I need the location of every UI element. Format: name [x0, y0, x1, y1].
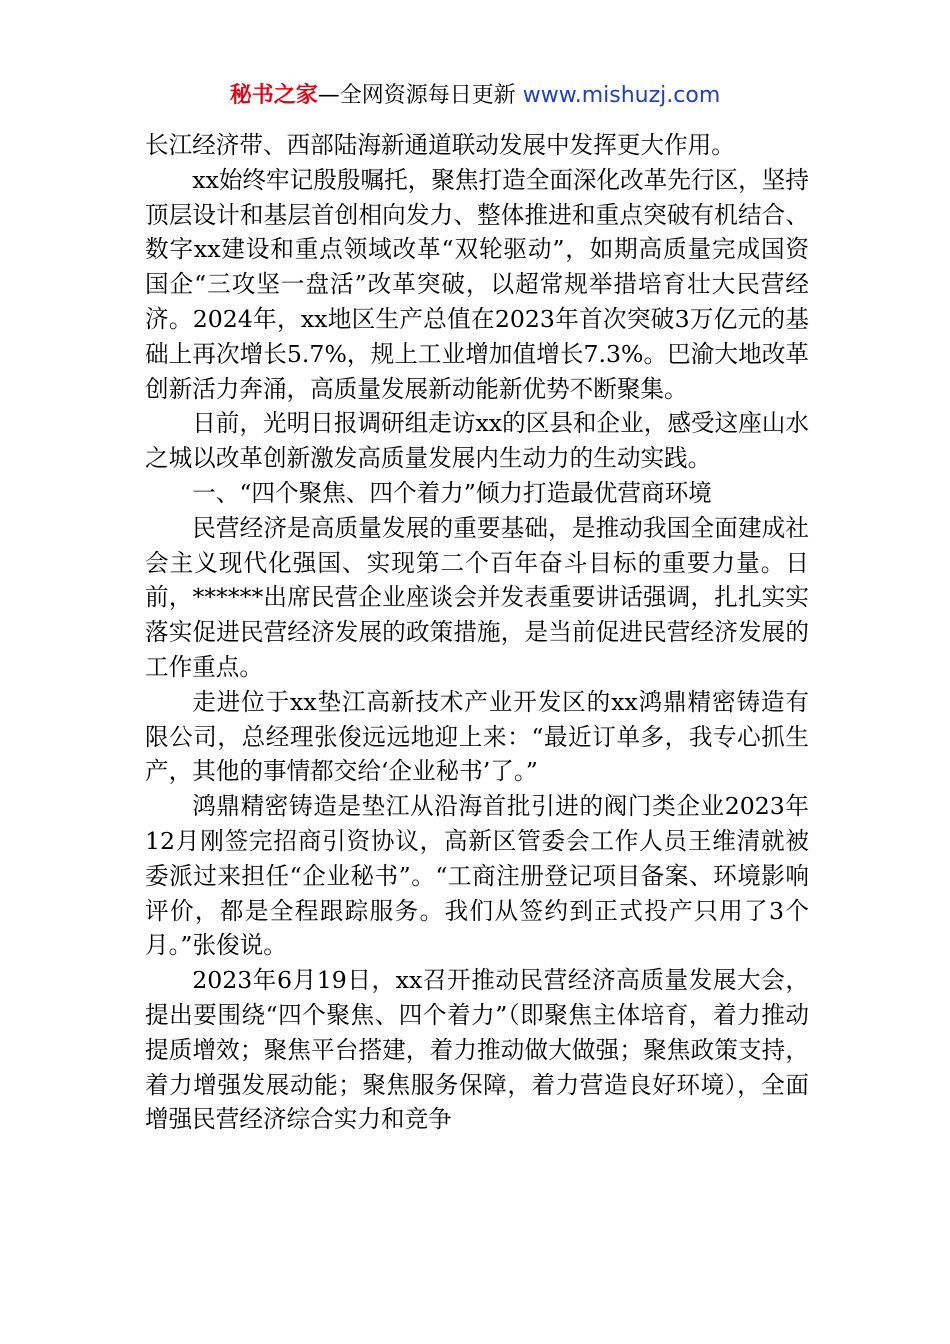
site-url-link[interactable]: www.mishuzj.com [522, 83, 721, 108]
paragraph: 走进位于xx垫江高新技术产业开发区的xx鸿鼎精密铸造有限公司，总经理张俊远远地迎上来：“最近订单多，我专心抓生产，其他的事情都交给‘企业秘书’了。” [145, 687, 809, 786]
header-slogan: —全网资源每日更新 [317, 83, 523, 108]
paragraph: 日前，光明日报调研组走访xx的区县和企业，感受这座山水之城以改革创新激发高质量发展内生动力的生动实践。 [145, 409, 809, 473]
paragraph: 长江经济带、西部陆海新通道联动发展中发挥更大作用。 [145, 131, 735, 159]
document-body [145, 128, 809, 1137]
page-header [0, 80, 950, 112]
paragraph: 民营经济是高质量发展的重要基础，是推动我国全面建成社会主义现代化强国、实现第二个百年奋斗目标的重要力量。日前，******出席民营企业座谈会并发表重要讲话强调，扎扎实实落实促进民营经济发展的政策措施，是当前促进民营经济发展的工作重点。 [145, 513, 809, 681]
paragraph: 2023年6月19日，xx召开推动民营经济高质量发展大会，提出要围绕“四个聚焦、四个着力”（即聚焦主体培育，着力推动提质增效；聚焦平台搭建，着力推动做大做强；聚焦政策支持，着力增强发展动能；聚焦服务保障，着力营造良好环境），全面增强民营经济综合实力和竞争 [145, 966, 809, 1134]
brand-name: 秘书之家 [229, 83, 318, 108]
section-heading: 一、“四个聚焦、四个着力”倾力打造最优营商环境 [192, 478, 712, 507]
paragraph: 鸿鼎精密铸造是垫江从沿海首批引进的阀门类企业2023年12月刚签完招商引资协议，高新区管委会工作人员王维清就被委派过来担任“企业秘书”。“工商注册登记项目备案、环境影响评价，都是全程跟踪服务。我们从签约到正式投产只用了3个月。”张俊说。 [145, 792, 809, 960]
paragraph: xx始终牢记殷殷嘱托，聚焦打造全面深化改革先行区，坚持顶层设计和基层首创相向发力、整体推进和重点突破有机结合、数字xx建设和重点领域改革“双轮驱动”，如期高质量完成国资国企“三攻坚一盘活”改革突破，以超常规举措培育壮大民营经济。2024年，xx地区生产总值在2023年首次突破3万亿元的基础上再次增长5.7%，规上工业增加值增长7.3%。巴渝大地改革创新活力奔涌，高质量发展新动能新优势不断聚集。 [145, 165, 809, 403]
